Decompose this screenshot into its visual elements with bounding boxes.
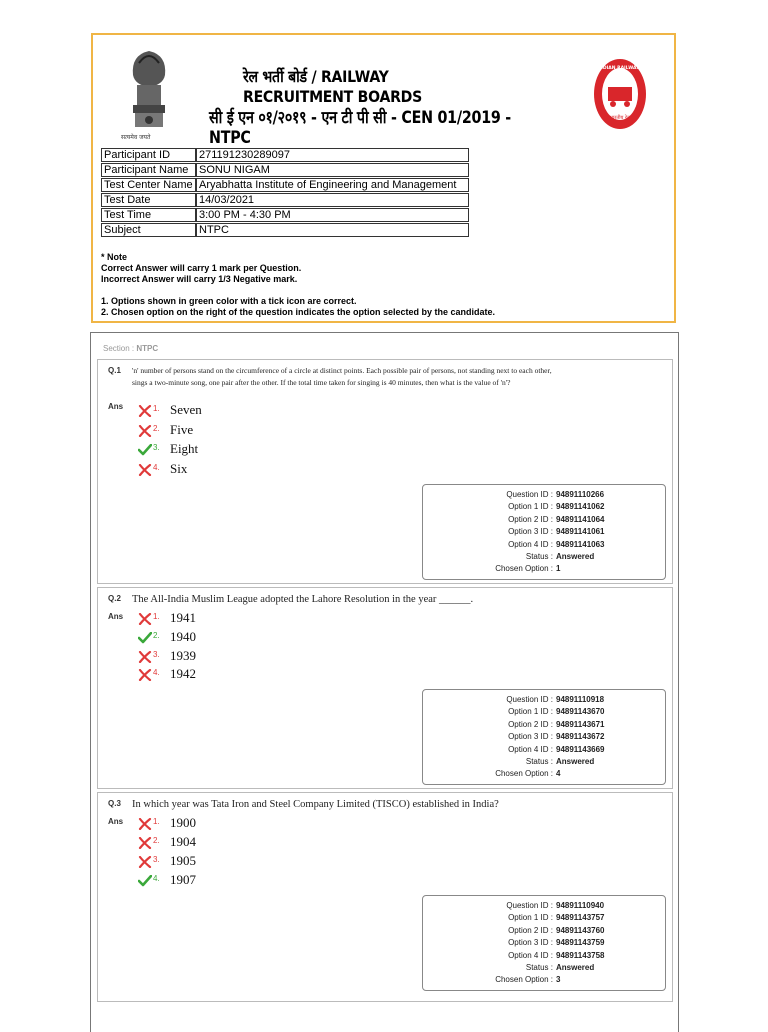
meta-label: Option 2 ID :: [508, 925, 553, 935]
correct-tick-icon: [138, 443, 152, 455]
option-number: 1.: [153, 404, 160, 413]
meta-row: [423, 901, 605, 911]
wrong-cross-icon: [138, 817, 152, 829]
meta-value: 4: [556, 769, 561, 779]
meta-value: 94891141062: [556, 502, 605, 512]
meta-value: 94891143757: [556, 913, 605, 923]
participant-value: 271191230289097: [196, 148, 469, 162]
option-text: 1939: [170, 648, 196, 663]
participant-key: Test Date: [101, 193, 196, 207]
title-english: RAILWAY RECRUITMENT BOARDS: [243, 67, 422, 106]
participant-value: 3:00 PM - 4:30 PM: [196, 208, 469, 222]
meta-row: [423, 527, 605, 537]
option-number: 1.: [153, 817, 160, 826]
wrong-cross-icon: [138, 424, 152, 436]
wrong-cross-icon: [138, 668, 152, 680]
option-text: 1900: [170, 815, 196, 830]
meta-label: Chosen Option :: [495, 769, 553, 779]
note-line2: Incorrect Answer will carry 1/3 Negative mark.: [101, 274, 298, 284]
national-emblem-icon: [123, 45, 175, 145]
question-card: [97, 792, 673, 1002]
meta-value: 94891143670: [556, 707, 605, 717]
participant-value: 14/03/2021: [196, 193, 469, 207]
note-line3: 1. Options shown in green color with a tick icon are correct.: [101, 296, 357, 306]
meta-row: [423, 913, 605, 923]
section-label-text: Section :: [103, 344, 137, 353]
meta-label: Status :: [525, 552, 553, 561]
wrong-cross-icon: [138, 650, 152, 662]
section-label: [103, 344, 158, 353]
header-box: [91, 33, 676, 323]
participant-value: NTPC: [196, 223, 469, 237]
ans-label: Ans: [108, 817, 124, 826]
ans-label: Ans: [108, 612, 124, 621]
ans-label: Ans: [108, 402, 124, 411]
wrong-cross-icon: [138, 404, 152, 416]
option-text: 1941: [170, 610, 196, 625]
questions-panel: [90, 332, 679, 1032]
participant-key: Test Time: [101, 208, 196, 222]
meta-value: 94891143671: [556, 719, 605, 729]
participant-row: [101, 178, 469, 192]
question-number: Q.2: [108, 594, 121, 603]
meta-value: 94891143672: [556, 732, 605, 742]
title-hindi: रेल भर्ती बोर्ड: [243, 67, 307, 86]
meta-label: Question ID :: [506, 695, 553, 704]
participant-row: [101, 223, 469, 237]
question-meta: [422, 484, 666, 580]
meta-label: Option 2 ID :: [508, 514, 553, 524]
correct-tick-icon: [138, 631, 152, 643]
question-meta: [422, 689, 666, 785]
meta-value: Answered: [556, 963, 595, 972]
meta-row: [423, 719, 605, 730]
option-number: 3.: [153, 443, 160, 452]
meta-value: 94891143760: [556, 925, 605, 935]
option-number: 4.: [153, 874, 160, 883]
meta-value: 94891110918: [556, 695, 605, 704]
meta-row: [423, 707, 605, 717]
meta-row: [423, 975, 561, 985]
option-number: 1.: [153, 612, 160, 621]
participant-key: Test Center Name: [101, 178, 196, 192]
option-number: 2.: [153, 424, 160, 433]
meta-label: Option 3 ID :: [508, 938, 553, 948]
option-text: 1905: [170, 853, 196, 868]
meta-value: 1: [556, 564, 561, 574]
question-text: 'n' number of persons stand on the circumference of a circle at distinct points. Each possible pair of persons, not standing next to each other, sings a two-minute song, one pair after the other. If the total time taken for singing is 40 minutes, then what is the value of 'n'?: [132, 366, 552, 387]
meta-row: [423, 502, 605, 512]
meta-label: Option 4 ID :: [508, 950, 553, 960]
meta-row: [423, 769, 561, 779]
meta-value: 3: [556, 975, 561, 985]
section-name: NTPC: [136, 344, 159, 353]
participant-row: [101, 163, 469, 177]
meta-value: 94891143669: [556, 744, 605, 754]
option-text: Seven: [170, 402, 202, 417]
question-meta: [422, 895, 666, 991]
meta-row: [423, 925, 605, 936]
meta-label: Option 1 ID :: [508, 502, 553, 512]
option-text: 1907: [170, 872, 196, 887]
page-title: [243, 65, 489, 106]
meta-row: [423, 514, 605, 525]
option-text: 1940: [170, 629, 196, 644]
meta-label: Option 1 ID :: [508, 913, 553, 923]
meta-label: Option 4 ID :: [508, 744, 553, 754]
option-text: Eight: [170, 441, 199, 456]
option-number: 2.: [153, 631, 160, 640]
meta-label: Option 3 ID :: [508, 527, 553, 537]
participant-row: [101, 148, 469, 162]
meta-value: 94891110940: [556, 901, 605, 910]
meta-value: 94891143759: [556, 938, 605, 948]
exam-title-hindi: सी ई एन ०१/२०१९ - एन टी पी सी -: [209, 108, 402, 128]
question-card: [97, 587, 673, 789]
meta-row: [423, 564, 561, 574]
indian-railways-logo-icon: [592, 57, 648, 131]
note-title: * Note: [101, 252, 128, 262]
wrong-cross-icon: [138, 855, 152, 867]
option-text: 1942: [170, 666, 196, 681]
meta-label: Option 2 ID :: [508, 719, 553, 729]
meta-value: 94891141064: [556, 514, 605, 524]
meta-value: 94891141061: [556, 527, 605, 537]
option-text: Six: [170, 461, 188, 476]
question-number: Q.1: [108, 366, 121, 375]
logo-hindi-text: भारतीय रेल: [609, 115, 631, 121]
meta-label: Status :: [525, 963, 553, 972]
logo-top-text: INDIAN RAILWAYS: [597, 66, 643, 71]
meta-label: Option 1 ID :: [508, 707, 553, 717]
wrong-cross-icon: [138, 612, 152, 624]
option-number: 4.: [153, 668, 160, 677]
participant-table: [101, 147, 469, 238]
question-card: [97, 359, 673, 584]
meta-row: [423, 552, 595, 562]
exam-title-english: CEN 01/2019 - NTPC: [209, 108, 511, 148]
meta-label: Status :: [525, 757, 553, 766]
meta-row: [423, 695, 605, 705]
meta-row: [423, 744, 605, 755]
participant-key: Participant Name: [101, 163, 196, 177]
question-text: In which year was Tata Iron and Steel Company Limited (TISCO) established in India?: [132, 799, 499, 810]
question-number: Q.3: [108, 799, 121, 808]
question-text: The All-India Muslim League adopted the Lahore Resolution in the year ______.: [132, 594, 474, 605]
meta-row: [423, 963, 595, 973]
meta-row: [423, 950, 605, 961]
meta-value: 94891141063: [556, 539, 605, 549]
note-line1: Correct Answer will carry 1 mark per Question.: [101, 263, 302, 273]
meta-row: [423, 732, 605, 742]
wrong-cross-icon: [138, 463, 152, 475]
wrong-cross-icon: [138, 836, 152, 848]
meta-label: Option 4 ID :: [508, 539, 553, 549]
option-number: 4.: [153, 463, 160, 472]
participant-value: Aryabhatta Institute of Engineering and Management: [196, 178, 469, 192]
participant-key: Participant ID: [101, 148, 196, 162]
emblem-caption: सत्यमेव जयते: [121, 134, 151, 141]
meta-row: [423, 539, 605, 550]
meta-label: Question ID :: [506, 901, 553, 910]
participant-key: Subject: [101, 223, 196, 237]
meta-label: Option 3 ID :: [508, 732, 553, 742]
meta-value: Answered: [556, 757, 595, 766]
meta-value: 94891143758: [556, 950, 605, 960]
title-separator: /: [306, 67, 321, 86]
option-number: 3.: [153, 855, 160, 864]
option-text: Five: [170, 422, 194, 437]
correct-tick-icon: [138, 874, 152, 886]
meta-label: Chosen Option :: [495, 564, 553, 574]
participant-row: [101, 193, 469, 207]
option-number: 3.: [153, 650, 160, 659]
note-line4: 2. Chosen option on the right of the question indicates the option selected by the candidate.: [101, 307, 496, 317]
meta-row: [423, 938, 605, 948]
meta-row: [423, 757, 595, 767]
exam-title: [209, 105, 528, 148]
option-number: 2.: [153, 836, 160, 845]
meta-label: Chosen Option :: [495, 975, 553, 985]
participant-row: [101, 208, 469, 222]
participant-value: SONU NIGAM: [196, 163, 469, 177]
meta-label: Question ID :: [506, 490, 553, 499]
meta-value: Answered: [556, 552, 595, 561]
notes: [101, 252, 495, 318]
meta-value: 94891110266: [556, 490, 605, 499]
option-text: 1904: [170, 834, 196, 849]
meta-row: [423, 490, 605, 500]
